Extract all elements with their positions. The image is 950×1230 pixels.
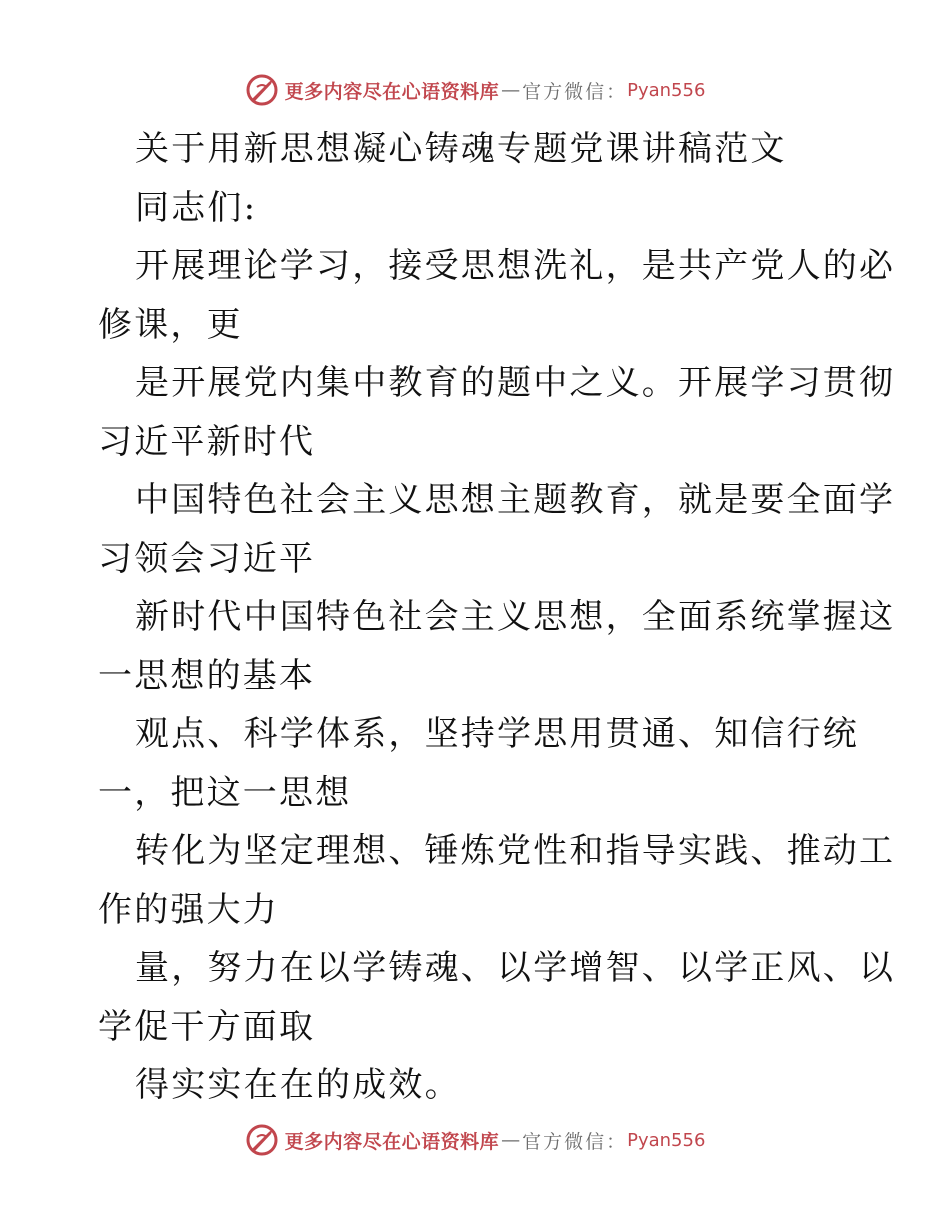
document-title: 关于用新思想凝心铸魂专题党课讲稿范文 (135, 129, 787, 169)
banner-wechat-id: Pyan556 (627, 79, 706, 101)
text-line: 作的强大力 (98, 889, 279, 930)
brand-logo-icon (245, 73, 279, 107)
text-line: 习领会习近平 (98, 538, 316, 579)
text-line: 量，努力在以学铸魂、以学增智、以学正风、以 (135, 948, 896, 988)
banner-brand-text: 更多内容尽在心语资料库 (284, 80, 500, 103)
banner-separator: — (501, 79, 521, 101)
document-body (98, 120, 896, 1115)
text-line: 学促干方面取 (98, 1006, 316, 1047)
text-line: 转化为坚定理想、锤炼党性和指导实践、推动工 (135, 831, 896, 871)
text-line: 习近平新时代 (98, 421, 316, 462)
text-line: 得实实在在的成效。 (135, 1065, 461, 1105)
text-line: 中国特色社会主义思想主题教育，就是要全面学 (135, 480, 896, 520)
text-line: 观点、科学体系，坚持学思用贯通、知信行统 (135, 714, 859, 754)
text-line: 一思想的基本 (98, 655, 316, 696)
banner-wechat-id: Pyan556 (627, 1129, 706, 1151)
banner-wechat-label: 官方微信： (522, 80, 628, 103)
banner-brand-text: 更多内容尽在心语资料库 (284, 1130, 500, 1153)
footer-banner[interactable] (0, 1122, 950, 1158)
text-line: 同志们: (135, 187, 258, 228)
header-banner[interactable] (0, 72, 950, 108)
brand-logo-icon (245, 1123, 279, 1157)
text-line: 是开展党内集中教育的题中之义。开展学习贯彻 (135, 363, 896, 403)
text-line: 开展理论学习，接受思想洗礼，是共产党人的必 (135, 246, 896, 286)
banner-wechat-label: 官方微信： (522, 1130, 628, 1153)
text-line: 新时代中国特色社会主义思想，全面系统掌握这 (135, 597, 896, 637)
banner-separator: — (501, 1129, 521, 1151)
text-line: 修课，更 (98, 304, 243, 345)
text-line: 一，把这一思想 (98, 772, 352, 813)
